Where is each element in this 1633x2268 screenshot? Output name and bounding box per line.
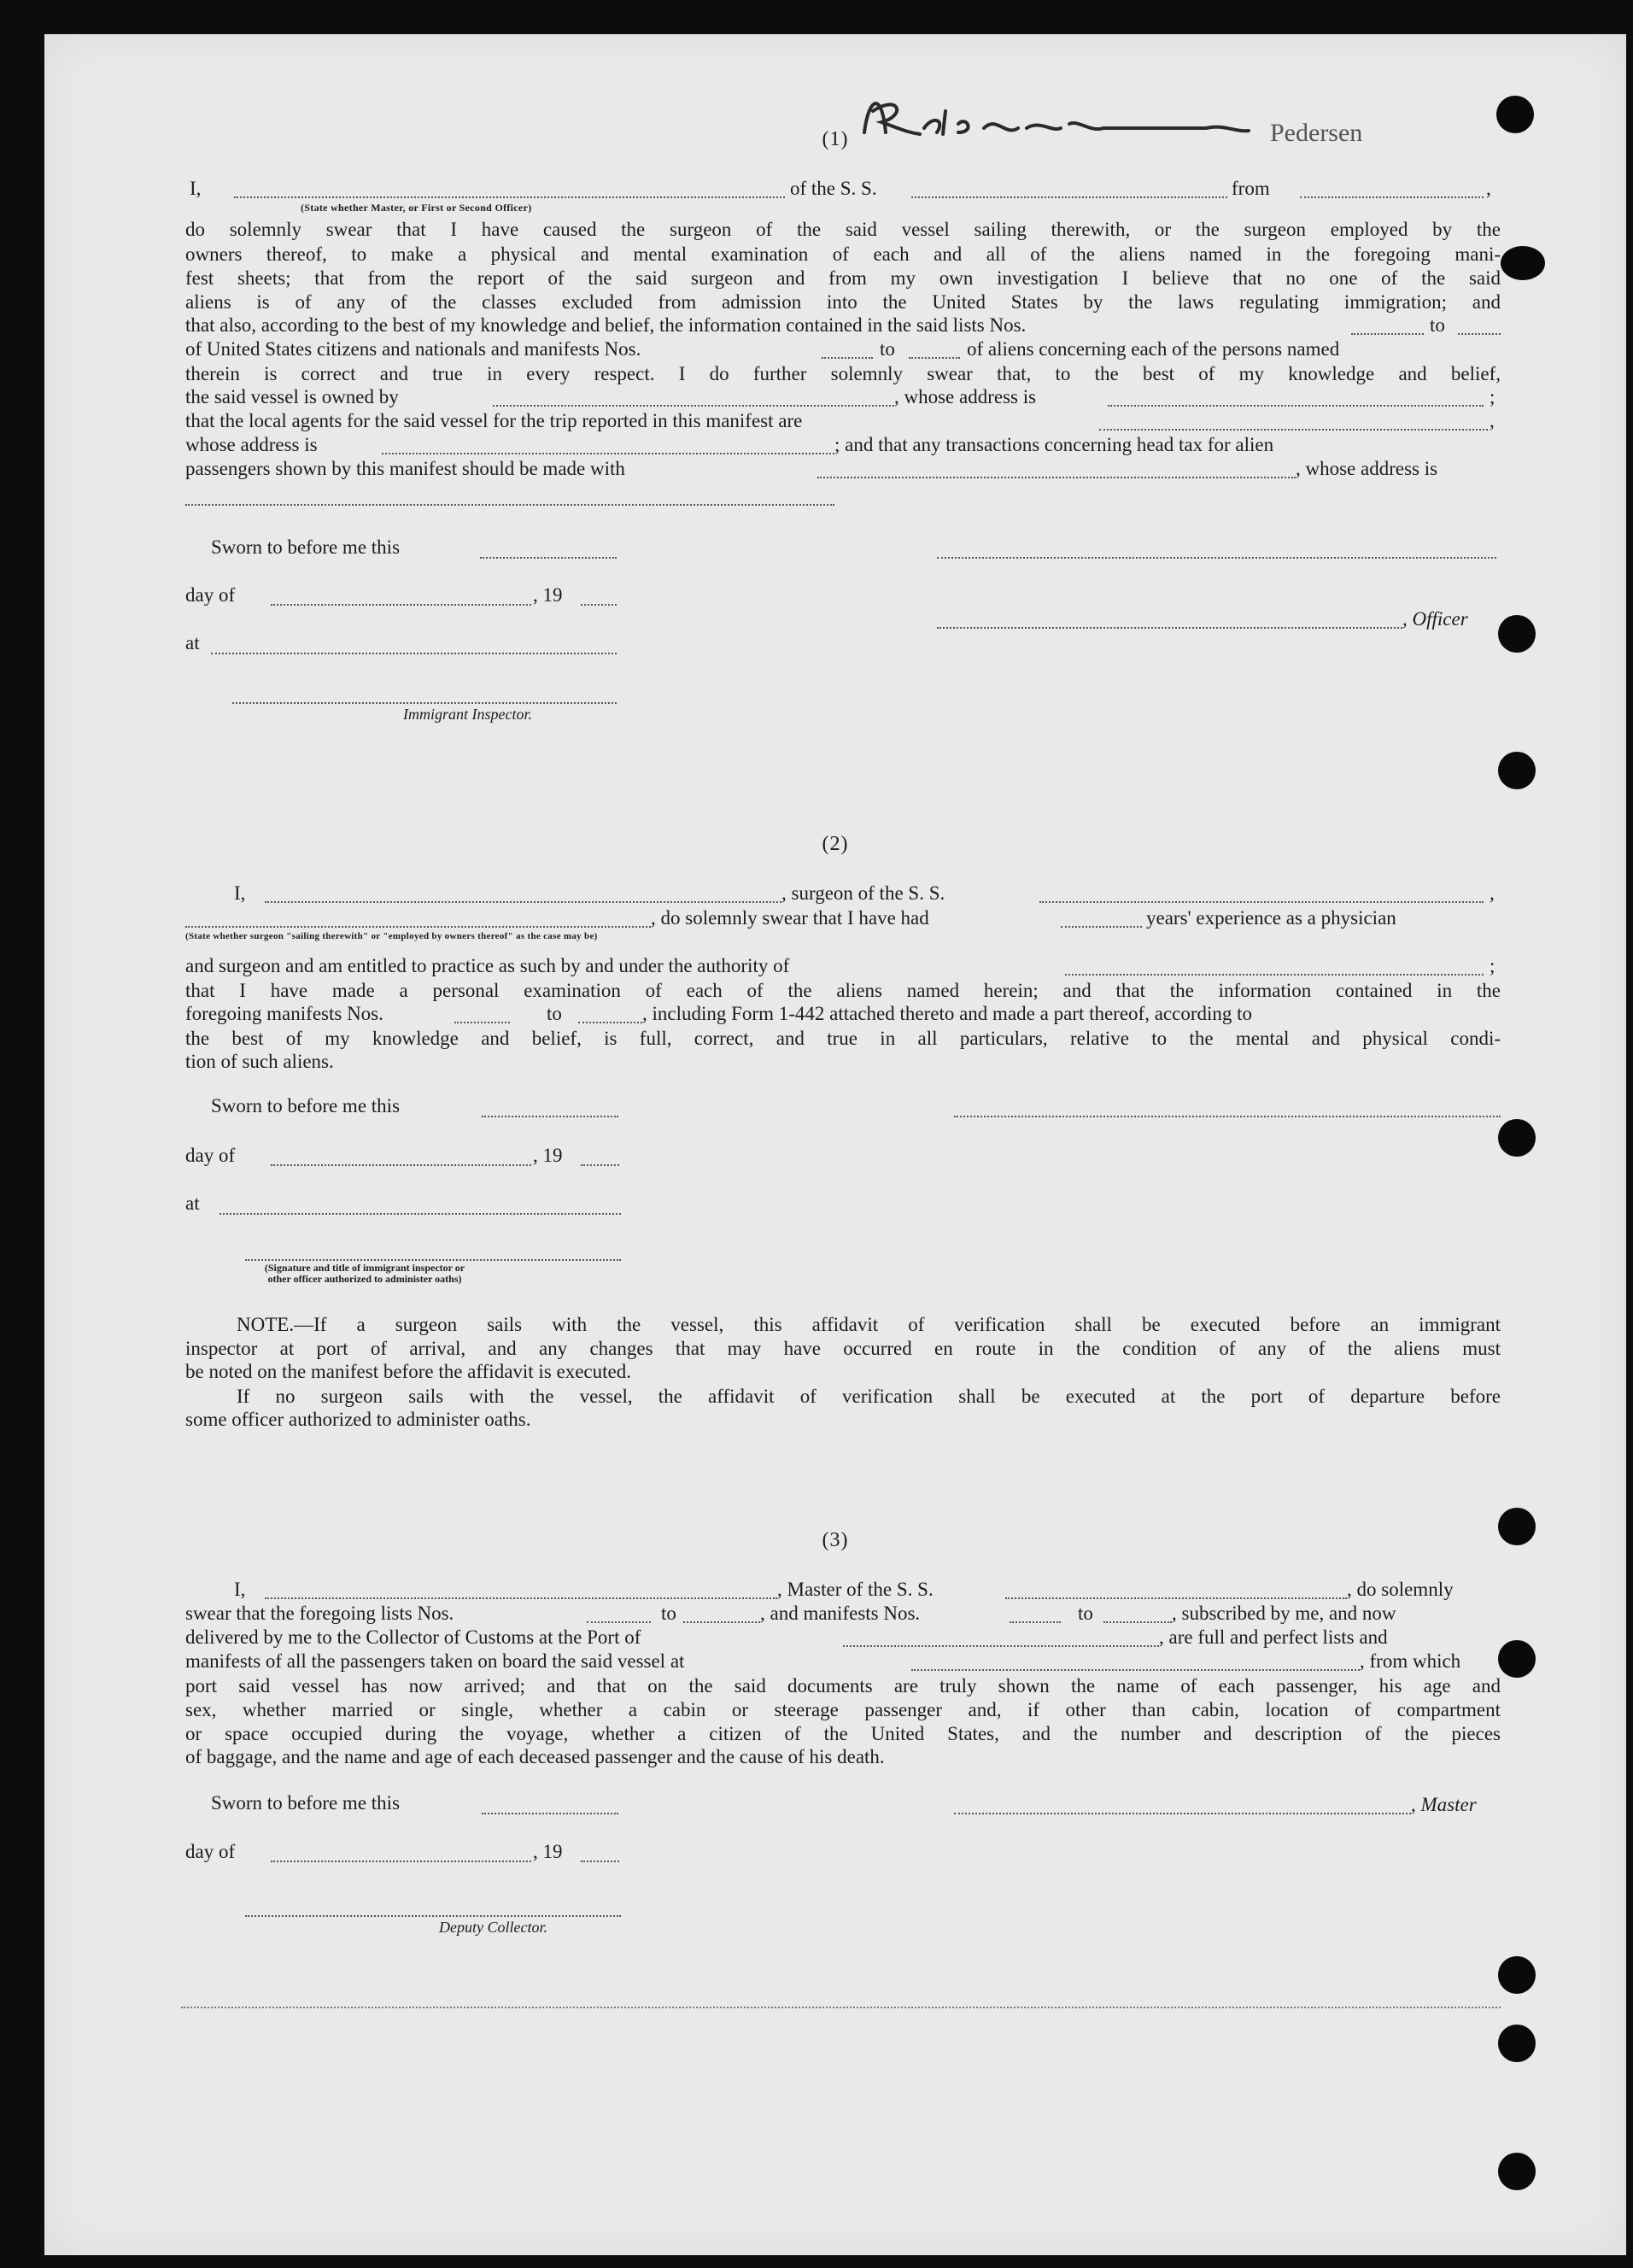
- blank-line[interactable]: [185, 924, 651, 928]
- section-number: (1): [822, 128, 849, 150]
- text: ,: [1490, 882, 1495, 904]
- text: years' experience as a physician: [1146, 907, 1396, 929]
- blank-line[interactable]: [480, 555, 617, 559]
- year-label: , 19: [533, 1145, 563, 1166]
- blank-line[interactable]: [1099, 427, 1488, 431]
- text: to: [547, 1003, 562, 1024]
- blank-line[interactable]: [1061, 924, 1142, 928]
- text: delivered by me to the Collector of Customs at the Port of: [185, 1626, 641, 1648]
- text: , are full and perfect lists and: [1159, 1626, 1388, 1648]
- blank-line[interactable]: [185, 502, 834, 506]
- blank-line[interactable]: [822, 355, 873, 359]
- officer-label: , Officer: [1402, 608, 1468, 630]
- text: aliens is of any of the classes excluded from admission into the United States by the laws regulating immigration; and: [185, 291, 1501, 313]
- blank-line[interactable]: [1010, 1620, 1061, 1623]
- blank-line[interactable]: [587, 1620, 651, 1623]
- text: , subscribed by me, and now: [1172, 1603, 1396, 1624]
- text: , and manifests Nos.: [760, 1603, 921, 1624]
- note-text: If no surgeon sails with the vessel, the affidavit of verification shall be executed at the port of departure before: [237, 1386, 1501, 1407]
- caption-line: other officer authorized to administer oaths): [267, 1273, 462, 1285]
- blank-line[interactable]: [271, 1163, 531, 1166]
- text: I,: [190, 178, 202, 199]
- caption: (State whether Master, or First or Second Officer): [301, 202, 532, 214]
- text: from: [1232, 178, 1270, 199]
- text: ;: [1490, 386, 1495, 407]
- text: to: [1078, 1603, 1093, 1624]
- text: , do solemnly: [1347, 1579, 1454, 1600]
- section-number: (3): [822, 1529, 849, 1551]
- note-text: inspector at port of arrival, and any changes that may have occurred en route in the condition of any of the aliens must: [185, 1338, 1501, 1359]
- blank-line[interactable]: [843, 1644, 1159, 1647]
- text: ;: [1490, 955, 1495, 976]
- note-text: some officer authorized to administer oaths.: [185, 1409, 531, 1430]
- blank-line[interactable]: [1103, 1620, 1172, 1623]
- punch-hole: [1498, 1640, 1536, 1678]
- text: and surgeon and am entitled to practice as such by and under the authority of: [185, 955, 790, 976]
- blank-line[interactable]: [909, 355, 960, 359]
- blank-line[interactable]: [234, 195, 785, 198]
- caption-line: (Signature and title of immigrant inspector or: [264, 1262, 465, 1274]
- collector-caption: Deputy Collector.: [439, 1919, 547, 1936]
- blank-line[interactable]: [382, 451, 834, 454]
- blank-line[interactable]: [1300, 195, 1484, 198]
- caption: [254, 1263, 476, 1285]
- signature-line[interactable]: [245, 1257, 621, 1261]
- signature-line[interactable]: [232, 700, 617, 704]
- text: fest sheets; that from the report of the said surgeon and from my own investigation I believe that no one of the said: [185, 267, 1501, 289]
- text: , including Form 1-442 attached thereto and made a part thereof, according to: [642, 1003, 1253, 1024]
- punch-hole: [1498, 752, 1536, 789]
- signature-line[interactable]: [937, 555, 1496, 559]
- signature-line[interactable]: [937, 625, 1402, 629]
- text: owners thereof, to make a physical and mental examination of each and all of the aliens named in the foregoing mani-: [185, 243, 1501, 265]
- blank-line[interactable]: [1351, 331, 1424, 335]
- blank-line[interactable]: [817, 475, 1296, 478]
- text: whose address is: [185, 434, 318, 455]
- blank-line[interactable]: [1108, 403, 1484, 407]
- day-of-label: day of: [185, 584, 236, 606]
- text: that also, according to the best of my knowledge and belief, the information contained in the said lists Nos.: [185, 314, 1027, 336]
- blank-line[interactable]: [581, 1163, 619, 1166]
- signature-line[interactable]: [954, 1114, 1501, 1117]
- master-label: , Master: [1411, 1794, 1477, 1815]
- text: manifests of all the passengers taken on board the said vessel at: [185, 1650, 685, 1672]
- day-of-label: day of: [185, 1145, 236, 1166]
- text: port said vessel has now arrived; and that on the said documents are truly shown the name of each passenger, his age and: [185, 1675, 1501, 1697]
- text: ; and that any transactions concerning head tax for alien: [834, 434, 1274, 455]
- blank-line[interactable]: [1458, 331, 1501, 335]
- text: of baggage, and the name and age of each deceased passenger and the cause of his death.: [185, 1746, 885, 1767]
- blank-line[interactable]: [265, 1596, 777, 1599]
- text: ,: [1486, 178, 1491, 199]
- blank-line[interactable]: [271, 1859, 531, 1862]
- blank-line[interactable]: [271, 602, 531, 606]
- text: , Master of the S. S.: [777, 1579, 934, 1600]
- punch-hole: [1501, 246, 1545, 280]
- text: , whose address is: [1296, 458, 1438, 479]
- text: of the S. S.: [790, 178, 877, 199]
- form-page: [44, 34, 1626, 2255]
- text: I,: [234, 882, 246, 904]
- punch-hole: [1498, 2025, 1536, 2062]
- text: I,: [234, 1579, 246, 1600]
- year-label: , 19: [533, 1841, 563, 1862]
- year-label: , 19: [533, 584, 563, 606]
- text: , from which: [1360, 1650, 1461, 1672]
- text: to: [1430, 314, 1445, 336]
- caption: (State whether surgeon "sailing therewith" or "employed by owners thereof" as the case may be): [185, 931, 598, 941]
- blank-line[interactable]: [911, 1667, 1360, 1671]
- blank-line[interactable]: [683, 1620, 760, 1623]
- blank-line[interactable]: [454, 1020, 510, 1023]
- text: or space occupied during the voyage, whether a citizen of the United States, and the number and description of the pieces: [185, 1723, 1501, 1744]
- blank-line[interactable]: [1039, 900, 1484, 903]
- section-number: (2): [822, 833, 849, 855]
- text: , do solemnly swear that I have had: [651, 907, 929, 929]
- blank-line[interactable]: [211, 651, 617, 654]
- blank-line[interactable]: [581, 602, 617, 606]
- blank-line[interactable]: [911, 195, 1227, 198]
- punch-hole: [1498, 1956, 1536, 1994]
- blank-line[interactable]: [578, 1020, 642, 1023]
- punch-hole: [1498, 1119, 1536, 1157]
- text: swear that the foregoing lists Nos.: [185, 1603, 454, 1624]
- text: , surgeon of the S. S.: [781, 882, 945, 904]
- sworn-label: Sworn to before me this: [211, 1095, 401, 1116]
- text: to: [880, 338, 895, 360]
- day-of-label: day of: [185, 1841, 236, 1862]
- punch-hole: [1498, 2153, 1536, 2190]
- text: of aliens concerning each of the persons named: [967, 338, 1340, 360]
- text: of United States citizens and nationals and manifests Nos.: [185, 338, 641, 360]
- text: foregoing manifests Nos.: [185, 1003, 383, 1024]
- text: that I have made a personal examination of each of the aliens named herein; and that the information contained in the: [185, 980, 1501, 1001]
- signature-line[interactable]: [954, 1811, 1411, 1814]
- inspector-caption: Immigrant Inspector.: [403, 706, 532, 723]
- text: that the local agents for the said vessel for the trip reported in this manifest are: [185, 410, 803, 431]
- blank-line[interactable]: [1005, 1596, 1347, 1599]
- sworn-label: Sworn to before me this: [211, 536, 401, 558]
- divider: [181, 2006, 1501, 2008]
- blank-line[interactable]: [219, 1211, 621, 1215]
- at-label: at: [185, 1193, 200, 1214]
- text: the said vessel is owned by: [185, 386, 399, 407]
- blank-line[interactable]: [265, 900, 781, 903]
- blank-line[interactable]: [493, 403, 894, 407]
- at-label: at: [185, 632, 200, 653]
- signature-line[interactable]: [245, 1913, 621, 1917]
- blank-line[interactable]: [581, 1859, 619, 1862]
- blank-line[interactable]: [482, 1114, 618, 1117]
- blank-line[interactable]: [1065, 972, 1484, 976]
- text: tion of such aliens.: [185, 1051, 334, 1072]
- text: do solemnly swear that I have caused the surgeon of the said vessel sailing therewith, or the surgeon employed by the: [185, 219, 1501, 240]
- text: therein is correct and true in every respect. I do further solemnly swear that, to the best of my knowledge and belief,: [185, 363, 1501, 384]
- text: the best of my knowledge and belief, is full, correct, and true in all particulars, relative to the mental and physical condi-: [185, 1028, 1501, 1049]
- text: sex, whether married or single, whether a cabin or steerage passenger and, if other than cabin, location of compartment: [185, 1699, 1501, 1720]
- text: to: [661, 1603, 676, 1624]
- text: passengers shown by this manifest should be made with: [185, 458, 625, 479]
- text: ,: [1490, 410, 1495, 431]
- svg-text:Pedersen: Pedersen: [1270, 119, 1363, 147]
- note-text: be noted on the manifest before the affidavit is executed.: [185, 1361, 631, 1382]
- sworn-label: Sworn to before me this: [211, 1792, 401, 1814]
- note-text: NOTE.—If a surgeon sails with the vessel, this affidavit of verification shall be executed before an immigrant: [237, 1314, 1501, 1335]
- text: , whose address is: [894, 386, 1037, 407]
- punch-hole: [1498, 615, 1536, 653]
- blank-line[interactable]: [482, 1811, 618, 1814]
